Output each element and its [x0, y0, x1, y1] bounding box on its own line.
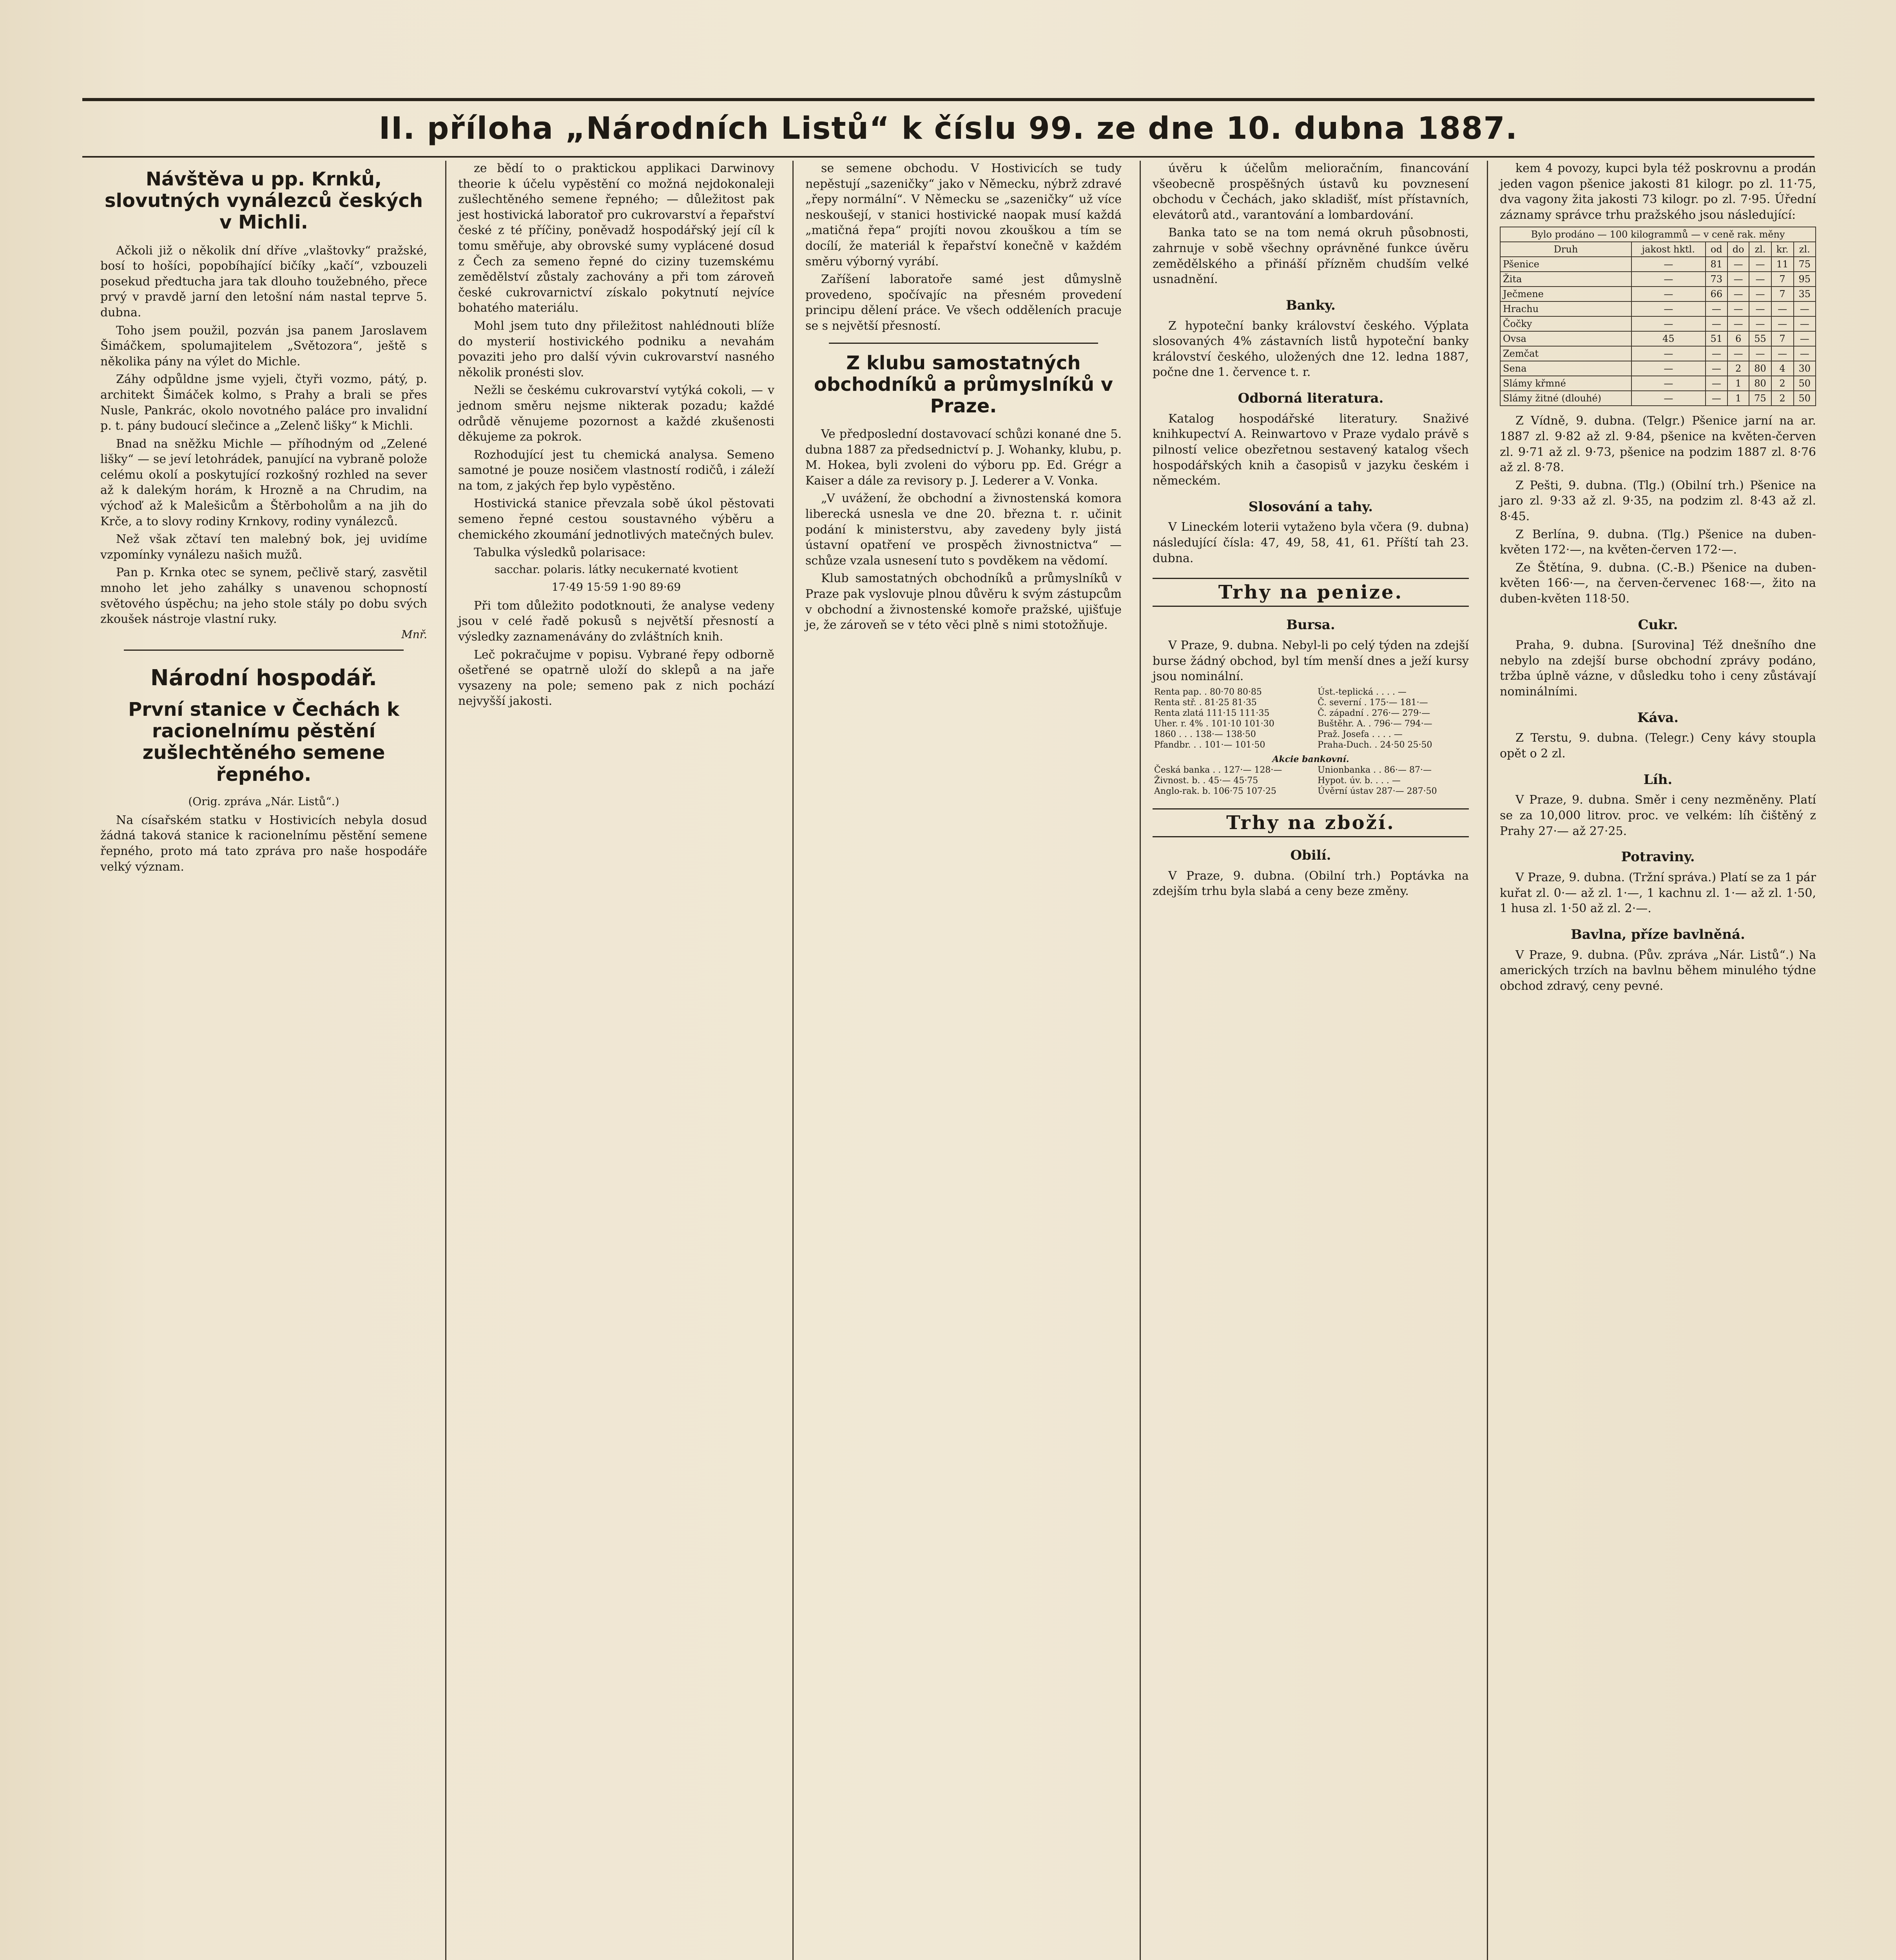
- masthead: [82, 98, 1814, 158]
- column-3: [792, 161, 1124, 1960]
- table-cell: 50: [1794, 391, 1816, 406]
- table-row: [1153, 697, 1469, 708]
- section-heading-obili: Obilí.: [1290, 847, 1331, 863]
- table-row: [1500, 272, 1816, 287]
- polarisation-table-values: 17·49 15·59 1·90 89·69: [551, 580, 681, 593]
- table-cell: —: [1706, 376, 1727, 391]
- table-row: [1500, 257, 1816, 272]
- table-cell: 2: [1771, 376, 1794, 391]
- table-row: [1153, 708, 1469, 719]
- table-row: [1500, 361, 1816, 376]
- article-source: (Orig. zpráva „Nár. Listů“.): [188, 795, 339, 808]
- paragraph: úvěru k účelům melioračním, financování všeobecně prospěšných ústavů ku povznesení obchodu v Čechách, jako skladišť, míst přístavních, elevátorů atd., varantování a lombardování.: [1153, 162, 1469, 222]
- table-row: [1500, 331, 1816, 346]
- paragraph: Bnad na sněžku Michle — příhodným od „Zelené lišky“ — se jeví letohrádek, panující na vybraně polože celému okolí a poskytující rozkošný rozhled na sever až k dalekým horám, k Hrozně a na Chrudim, na výchoď až k Malešicům a Štěrboholům a na jih do Krče, a to slovy rodiny Krnkovy, rodiny vynálezců.: [100, 437, 427, 528]
- table-cell: —: [1771, 301, 1794, 316]
- paragraph: Banka tato se na tom nemá okruh působnosti, zahrnuje v sobě všechny oprávněné funkce úvěru zemědělského a přináší přízněm chudším velké usnadnění.: [1153, 226, 1469, 287]
- divider: [829, 343, 1098, 344]
- paragraph: Ze Štětína, 9. dubna. (C.-B.) Pšenice na duben-květen 166·—, na červen-červenec 168·—, žito na duben-květen 118·50.: [1500, 561, 1816, 606]
- table-cell: 1: [1727, 376, 1749, 391]
- table-row: [1500, 227, 1816, 242]
- paragraph: Z Terstu, 9. dubna. (Telegr.) Ceny kávy stoupla opět o 2 zl.: [1500, 731, 1816, 761]
- table-cell: —: [1631, 316, 1706, 331]
- table-cell: —: [1631, 376, 1706, 391]
- table-cell: Renta pap. . 80·70 80·85: [1154, 687, 1262, 697]
- table-cell: Renta stř. . 81·25 81·35: [1154, 697, 1257, 708]
- table-cell: Česká banka . . 127·— 128·—: [1154, 765, 1282, 775]
- section-heading-bursa: Bursa.: [1286, 617, 1335, 633]
- paragraph: Na císařském statku v Hostivicích nebyla dosud žádná taková stanice k racionelnímu pěstění semene řepného, proto má tato zpráva pro naše hospodáře velký význam.: [100, 813, 427, 874]
- table-cell: —: [1749, 272, 1771, 287]
- paragraph: Z Berlína, 9. dubna. (Tlg.) Pšenice na duben-květen 172·—, na květen-červen 172·—.: [1500, 527, 1816, 557]
- table-cell: —: [1631, 287, 1706, 301]
- divider: [124, 650, 404, 651]
- table-cell: —: [1631, 346, 1706, 361]
- section-heading-bavlna: Bavlna, příze bavlněná.: [1571, 926, 1745, 942]
- paragraph: V Praze, 9. dubna. (Obilní trh.) Poptávka na zdejším trhu byla slabá a ceny beze změny.: [1153, 869, 1469, 898]
- table-cell: 55: [1749, 331, 1771, 346]
- paragraph: Praha, 9. dubna. [Surovina] Též dnešního dne nebylo na zdejší burse obchodní zprávy podáno, tržba úplně vázne, v důsledku toho i ceny zůstávají nominálními.: [1500, 638, 1816, 699]
- table-cell: —: [1727, 316, 1749, 331]
- table-cell: 1860 . . . 138·— 138·50: [1154, 729, 1256, 739]
- table-cell: Buštěhr. A. . 796·— 794·—: [1318, 719, 1432, 729]
- table-row: [1500, 301, 1816, 316]
- paragraph: Katalog hospodářské literatury. Snaživé knihkupectví A. Reinwartovo v Praze vydalo právě s pilností velice obezřetnou sestavený katalog všech hospodářských knih a časopisů v jazyku českém i německém.: [1153, 412, 1469, 488]
- table-cell: Unionbanka . . 86·— 87·—: [1318, 765, 1432, 775]
- table-cell: 50: [1794, 376, 1816, 391]
- table-cell: —: [1749, 301, 1771, 316]
- table-cell: 66: [1706, 287, 1727, 301]
- grain-table-body: [1500, 257, 1816, 406]
- table-row: [1500, 346, 1816, 361]
- table-cell: 95: [1794, 272, 1816, 287]
- table-cell: Č. severní . 175·— 181·—: [1318, 697, 1428, 708]
- table-cell: Úvěrní ústav 287·— 287·50: [1318, 786, 1437, 796]
- table-section-heading: Akcie bankovní.: [1272, 754, 1349, 764]
- table-header: Druh: [1500, 242, 1631, 257]
- table-cell: Úst.-teplická . . . . —: [1318, 687, 1407, 697]
- table-cell: Praž. Josefa . . . . —: [1318, 729, 1403, 739]
- table-header: jakost hktl.: [1631, 242, 1706, 257]
- table-cell: Č. západní . 276·— 279·—: [1318, 708, 1430, 718]
- table-cell: Živnost. b. . 45·— 45·75: [1154, 775, 1258, 786]
- table-cell: —: [1631, 301, 1706, 316]
- signature: Mnř.: [401, 628, 427, 641]
- table-cell: 75: [1794, 257, 1816, 272]
- table-cell: Praha-Duch. . 24·50 25·50: [1318, 740, 1432, 750]
- table-cell: —: [1749, 257, 1771, 272]
- paragraph: Rozhodující jest tu chemická analysa. Semeno samotné je pouze nosičem vlastností rodičů, i záleží na tom, z jakých řep bylo vypěstěno.: [458, 448, 774, 493]
- table-cell: Slámy žitné (dlouhé): [1500, 391, 1631, 406]
- table-row: [1153, 786, 1469, 797]
- article-heading-stanice: První stanice v Čechách k racionelnímu pěstění zušlechtěného semene řepného.: [128, 699, 399, 786]
- table-cell: Sena: [1500, 361, 1631, 376]
- table-cell: —: [1749, 287, 1771, 301]
- table-cell: 51: [1706, 331, 1727, 346]
- section-heading-banky: Banky.: [1286, 297, 1336, 313]
- table-header-row: [1500, 242, 1816, 257]
- table-cell: Renta zlatá 111·15 111·35: [1154, 708, 1270, 718]
- section-heading-kava: Káva.: [1637, 710, 1679, 726]
- table-cell: Zemčat: [1500, 346, 1631, 361]
- table-cell: 73: [1706, 272, 1727, 287]
- table-cell: —: [1794, 316, 1816, 331]
- table-cell: 7: [1771, 272, 1794, 287]
- table-row: [1153, 719, 1469, 729]
- table-row: [1500, 287, 1816, 301]
- table-cell: —: [1706, 346, 1727, 361]
- table-header: kr.: [1771, 242, 1794, 257]
- table-cell: —: [1794, 346, 1816, 361]
- table-cell: —: [1631, 257, 1706, 272]
- table-cell: Čočky: [1500, 316, 1631, 331]
- table-cell: 1: [1727, 391, 1749, 406]
- table-cell: 30: [1794, 361, 1816, 376]
- table-row: [1153, 740, 1469, 750]
- table-cell: —: [1727, 257, 1749, 272]
- table-cell: 35: [1794, 287, 1816, 301]
- table-cell: —: [1794, 301, 1816, 316]
- paragraph: Tabulka výsledků polarisace:: [474, 546, 646, 560]
- table-row: [1153, 750, 1469, 765]
- table-cell: —: [1631, 391, 1706, 406]
- table-cell: —: [1749, 316, 1771, 331]
- table-cell: 11: [1771, 257, 1794, 272]
- table-cell: Ječmene: [1500, 287, 1631, 301]
- paragraph: Klub samostatných obchodníků a průmyslníků v Praze pak vyslovuje plnou důvěru k svým zástupcům v obchodní a živnostenské komoře pražské, ujišťuje je, že zároveň se v této věci plně s nimi stotožňuje.: [805, 572, 1122, 632]
- paragraph: V Praze, 9. dubna. (Pův. zpráva „Nár. Listů“.) Na amerických trzích na bavlnu během minulého týdne obchod zdravý, ceny pevné.: [1500, 948, 1816, 993]
- section-title-hospodar: Národní hospodář.: [150, 665, 377, 691]
- paragraph: V Praze, 9. dubna. Směr i ceny nezměněny. Platí se za 10,000 litrov. proc. ve velkém: líh čištěný z Prahy 27·— až 27·25.: [1500, 793, 1816, 838]
- table-cell: 75: [1749, 391, 1771, 406]
- paragraph: „V uvážení, že obchodní a živnostenská komora liberecká usnesla ve dne 20. března t. r. učinit podání k ministerstvu, aby zavedeny byly jistá ústavní opatření ve prospěch živnostnictva“ — schůze vzala usnesení tuto s povděkem na vědomí.: [805, 492, 1122, 568]
- table-cell: Hypot. úv. b. . . . —: [1318, 775, 1401, 786]
- table-cell: 7: [1771, 287, 1794, 301]
- columns: [98, 161, 1818, 1960]
- paragraph: Mohl jsem tuto dny přiležitost nahlédnouti blíže do mysterií hostivického podniku a nevahám povaziti jeho pro další vývin cukrovarství nasného několik pronésti slov.: [458, 319, 774, 379]
- table-row: [1500, 316, 1816, 331]
- paragraph: ze bědí to o praktickou applikaci Darwinovy theorie k účelu vypěstění co možná nejdokonaleji zušlechtěného semene řepného; — důležitost pak jest hostivická laboratoř pro cukrovarství a řepařství české z té příčiny, poněvadž hospodářský její cíl k tomu směřuje, aby obrovské sumy vyplácené dosud z Čech za semeno řepné do ciziny tuzemskému zemědělství zůstaly zachovány a při tom zároveň české cukrovarnictví získalo pokytnutí nejvíce bohatého materiálu.: [458, 162, 774, 315]
- table-cell: 81: [1706, 257, 1727, 272]
- table-row: [1500, 391, 1816, 406]
- section-heading-slosovani: Slosování a tahy.: [1248, 499, 1373, 515]
- table-cell: 7: [1771, 331, 1794, 346]
- paragraph: Z Pešti, 9. dubna. (Tlg.) (Obilní trh.) Pšenice na jaro zl. 9·33 až zl. 9·35, na podzim zl. 8·43 až zl. 8·45.: [1500, 478, 1816, 523]
- polarisation-table-caption: sacchar. polaris. látky necukernaté kvotient: [494, 563, 738, 576]
- table-cell: 45: [1631, 331, 1706, 346]
- table-cell: —: [1771, 346, 1794, 361]
- paragraph: Z hypoteční banky království českého. Výplata slosovaných 4% zástavních listů hypoteční banky království českého, uložených dne 12. ledna 1887, počne dne 1. července t. r.: [1153, 319, 1469, 379]
- table-header: do: [1727, 242, 1749, 257]
- section-heading-literatura: Odborná literatura.: [1238, 390, 1384, 406]
- paragraph: Pan p. Krnka otec se synem, pečlivě starý, zasvětil mnoho let jeho zahálky s unavenou schopností světového úspěchu; na jeho stole stály po dobu svých zkoušek nástroje vlastní ruky.: [100, 566, 427, 626]
- grain-price-table: [1500, 227, 1816, 406]
- article-heading-krnka: Návštěva u pp. Krnků, slovutných vynálezců českých v Michli.: [104, 168, 423, 234]
- paragraph: Z Vídně, 9. dubna. (Telgr.) Pšenice jarní na ar. 1887 zl. 9·82 až zl. 9·84, pšenice na květen-červen zl. 9·71 až zl. 9·73, pšenice na podzim 1887 zl. 8·76 až zl. 8·78.: [1500, 414, 1816, 475]
- table-row: [1153, 765, 1469, 775]
- table-cell: —: [1727, 272, 1749, 287]
- table-cell: Uher. r. 4% . 101·10 101·30: [1154, 719, 1274, 729]
- article-heading-klub: Z klubu samostatných obchodníků a průmyslníků v Praze.: [814, 352, 1113, 417]
- section-heading-trhy-penize: Trhy na penize.: [1153, 578, 1469, 607]
- table-cell: 4: [1771, 361, 1794, 376]
- column-2: [445, 161, 777, 1960]
- table-cell: Hrachu: [1500, 301, 1631, 316]
- paragraph: kem 4 povozy, kupci byla též poskrovnu a prodán jeden vagon pšenice jakosti 81 kilogr. po zl. 11·75, dva vagony žita jakosti 73 kilogr. po zl. 7·95. Úřední záznamy správce trhu pražského jsou následující:: [1500, 162, 1816, 222]
- table-cell: —: [1727, 287, 1749, 301]
- table-cell: Žita: [1500, 272, 1631, 287]
- table-header: zl.: [1794, 242, 1816, 257]
- table-header: od: [1706, 242, 1727, 257]
- column-5: [1487, 161, 1818, 1960]
- table-cell: —: [1771, 316, 1794, 331]
- paragraph: Hostivická stanice převzala sobě úkol pěstovati semeno řepné cestou soustavného výběru a chemického zkoumání jednotlivých matečných bulev.: [458, 497, 774, 542]
- table-cell: 6: [1727, 331, 1749, 346]
- section-heading-cukr: Cukr.: [1638, 617, 1678, 633]
- paragraph: Ve předposlední dostavovací schůzi konané dne 5. dubna 1887 za předsednictví p. J. Wohanky, klubu, p. M. Hokea, byli zvoleni do výboru pp. Ed. Grégr a Kaiser a dále za revisory p. J. Lederer a V. Vonka.: [805, 427, 1122, 488]
- table-cell: 2: [1727, 361, 1749, 376]
- table-cell: —: [1727, 346, 1749, 361]
- table-cell: —: [1706, 301, 1727, 316]
- paragraph: Záhy odpůldne jsme vyjeli, čtyři vozmo, pátý, p. architekt Šimáček kolmo, s Prahy a brali se přes Nusle, Pankrác, okolo novotného paláce pro invalidní p. t. pány budoucí slečince a „Zelenč lišky“ k Michli.: [100, 372, 427, 433]
- table-header: zl.: [1749, 242, 1771, 257]
- table-cell: —: [1631, 361, 1706, 376]
- paragraph: se semene obchodu. V Hostivicích se tudy nepěstují „sazeničky“ jako v Německu, nýbrž zdravé „řepy normální“. V Německu se „sazeničky“ už více neskoušejí, v stanici hostivické naopak musí každá „matičná řepa“ projíti novou zkouškou a tím se docílí, že materiál k řepařství konečně v každém směru výborný vyrábí.: [805, 162, 1122, 269]
- paragraph: Při tom důležito podotknouti, že analyse vedeny jsou v celé řadě pokusů s největší přesností a výsledky zaznamenávány do zvláštních knih.: [458, 599, 774, 644]
- table-cell: —: [1706, 391, 1727, 406]
- paragraph: Ačkoli již o několik dní dříve „vlaštovky“ pražské, bosí to hošíci, popobíhající bičíky „kačí“, vzbouzeli posekud předtucha jara tak dlouho toužebného, přece prvý v pravdě jarní den letošní nám nastal teprve 5. dubna.: [100, 243, 427, 319]
- paragraph: V Praze, 9. dubna. Nebyl-li po celý týden na zdejší burse žádný obchod, byl tím menší dnes a ježí kursy jsou nominální.: [1153, 639, 1469, 684]
- table-cell: Ovsa: [1500, 331, 1631, 346]
- table-cell: Pšenice: [1500, 257, 1631, 272]
- column-1: [98, 161, 430, 1960]
- table-cell: Anglo-rak. b. 106·75 107·25: [1154, 786, 1276, 796]
- table-cell: —: [1631, 272, 1706, 287]
- table-cell: —: [1706, 316, 1727, 331]
- section-heading-potraviny: Potraviny.: [1621, 849, 1695, 865]
- table-cell: 80: [1749, 376, 1771, 391]
- paragraph: Než však zčtaví ten malebný bok, jej uvidíme vzpomínky vynálezu našich mužů.: [100, 532, 427, 562]
- table-cell: —: [1749, 346, 1771, 361]
- table-row: [1153, 775, 1469, 786]
- masthead-title: II. příloha „Národních Listů“ k číslu 99. ze dne 10. dubna 1887.: [379, 111, 1518, 146]
- paragraph: V Lineckém loterii vytaženo byla včera (9. dubna) následující čísla: 47, 49, 58, 41, 61. Příští tah 23. dubna.: [1153, 520, 1469, 565]
- bursa-table: [1153, 687, 1469, 797]
- table-cell: Slámy křmné: [1500, 376, 1631, 391]
- paragraph: Leč pokračujme v popisu. Vybrané řepy odborně ošetřené se opatrně uloží do sklepů a na jaře vysazeny na pole; semeno pak z nich pochází nejvyšší jakosti.: [458, 648, 774, 708]
- table-cell: 2: [1771, 391, 1794, 406]
- paragraph: V Praze, 9. dubna. (Tržní správa.) Platí se za 1 pár kuřat zl. 0·— až zl. 1·—, 1 kachnu zl. 1·— až zl. 1·50, 1 husa zl. 1·50 až zl. 2·—.: [1500, 871, 1816, 916]
- table-cell: —: [1727, 301, 1749, 316]
- paragraph: Nežli se českému cukrovarství vytýká cokoli, — v jednom směru nejsme nikterak pozadu; každé odrůdě věnujeme pozornost a každé zkušenosti děkujeme za pokrok.: [458, 383, 774, 444]
- table-cell: 80: [1749, 361, 1771, 376]
- table-caption: Bylo prodáno — 100 kilogrammů — v ceně rak. měny: [1500, 227, 1816, 242]
- section-heading-trhy-zbozi: Trhy na zboží.: [1153, 808, 1469, 837]
- table-cell: —: [1794, 331, 1816, 346]
- table-cell: —: [1706, 361, 1727, 376]
- paragraph: Zaříšení laboratoře samé jest důmyslně provedeno, spočívajíc na přesném provedení principu dělení práce. Ve všech odděleních pracuje se s největší přesností.: [805, 272, 1122, 333]
- section-heading-lih: Líh.: [1643, 771, 1673, 788]
- table-row: [1153, 687, 1469, 697]
- table-row: [1500, 376, 1816, 391]
- table-cell: Pfandbr. . . 101·— 101·50: [1154, 740, 1265, 750]
- column-4: [1140, 161, 1471, 1960]
- table-row: [1153, 729, 1469, 740]
- paragraph: Toho jsem použil, pozván jsa panem Jaroslavem Šimáčkem, spolumajitelem „Světozora“, ještě s několika pány na výlet do Michle.: [100, 323, 427, 368]
